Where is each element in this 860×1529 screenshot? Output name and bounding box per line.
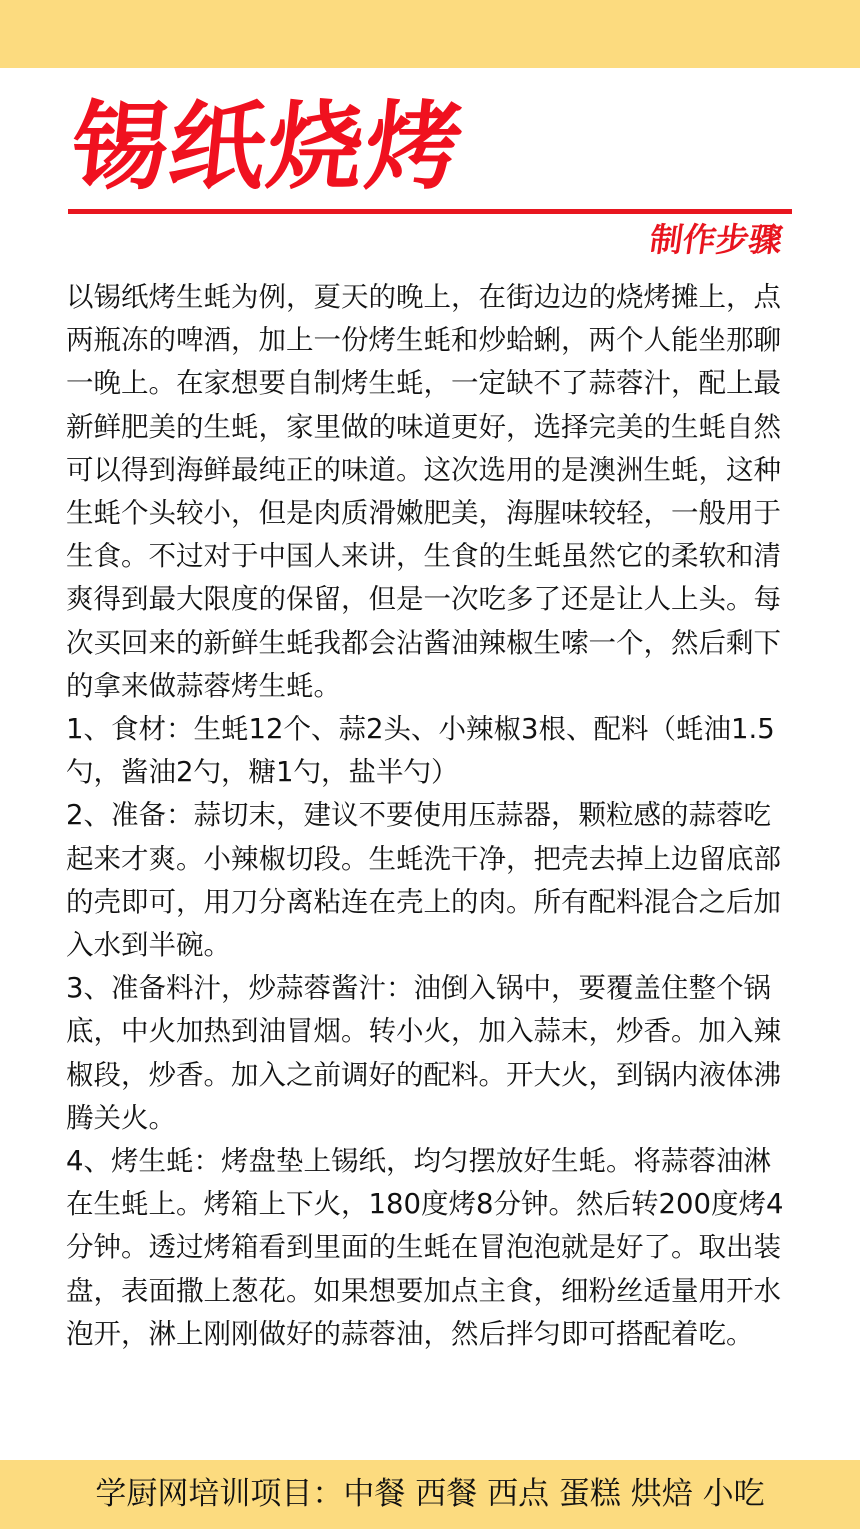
intro-paragraph: 以锡纸烤生蚝为例，夏天的晚上，在街边边的烧烤摊上，点两瓶冻的啤酒，加上一份烤生蚝和炒蛤蜊，两个人能坐那聊一晚上。在家想要自制烤生蚝，一定缺不了蒜蓉汁，配上最新鲜肥美的生蚝，家里做的味道更好，选择完美的生蚝自然可以得到海鲜最纯正的味道。这次选用的是澳洲生蚝，这种生蚝个头较小，但是肉质滑嫩肥美，海腥味较轻，一般用于生食。不过对于中国人来讲，生食的生蚝虽然它的柔软和清爽得到最大限度的保留，但是一次吃多了还是让人上头。每次买回来的新鲜生蚝我都会沾酱油辣椒生嗦一个，然后剩下的拿来做蒜蓉烤生蚝。 bbox=[66, 281, 781, 702]
title-divider bbox=[68, 209, 792, 214]
footer-text: 学厨网培训项目：中餐 西餐 西点 蛋糕 烘焙 小吃 bbox=[95, 1476, 765, 1512]
article-body bbox=[66, 276, 796, 1356]
step-4: 4、烤生蚝：烤盘垫上锡纸，均匀摆放好生蚝。将蒜蓉油淋在生蚝上。烤箱上下火，180度烤8分钟。然后转200度烤4分钟。透过烤箱看到里面的生蚝在冒泡泡就是好了。取出装盘，表面撒上葱花。如果想要加点主食，细粉丝适量用开水泡开，淋上刚刚做好的蒜蓉油，然后拌匀即可搭配着吃。 bbox=[66, 1145, 784, 1350]
page-title: 锡纸烧烤 bbox=[65, 91, 470, 203]
page-subtitle: 制作步骤 bbox=[647, 220, 785, 259]
top-banner bbox=[0, 0, 860, 68]
footer-banner bbox=[0, 1460, 860, 1529]
step-2: 2、准备：蒜切末，建议不要使用压蒜器，颗粒感的蒜蓉吃起来才爽。小辣椒切段。生蚝洗干净，把壳去掉上边留底部的壳即可，用刀分离粘连在壳上的肉。所有配料混合之后加入水到半碗。 bbox=[66, 799, 781, 962]
step-3: 3、准备料汁，炒蒜蓉酱汁：油倒入锅中，要覆盖住整个锅底，中火加热到油冒烟。转小火，加入蒜末，炒香。加入辣椒段，炒香。加入之前调好的配料。开大火，到锅内液体沸腾关火。 bbox=[66, 972, 781, 1134]
step-1: 1、食材：生蚝12个、蒜2头、小辣椒3根、配料（蚝油1.5勺，酱油2勺，糖1勺，盐半勺） bbox=[66, 713, 775, 789]
